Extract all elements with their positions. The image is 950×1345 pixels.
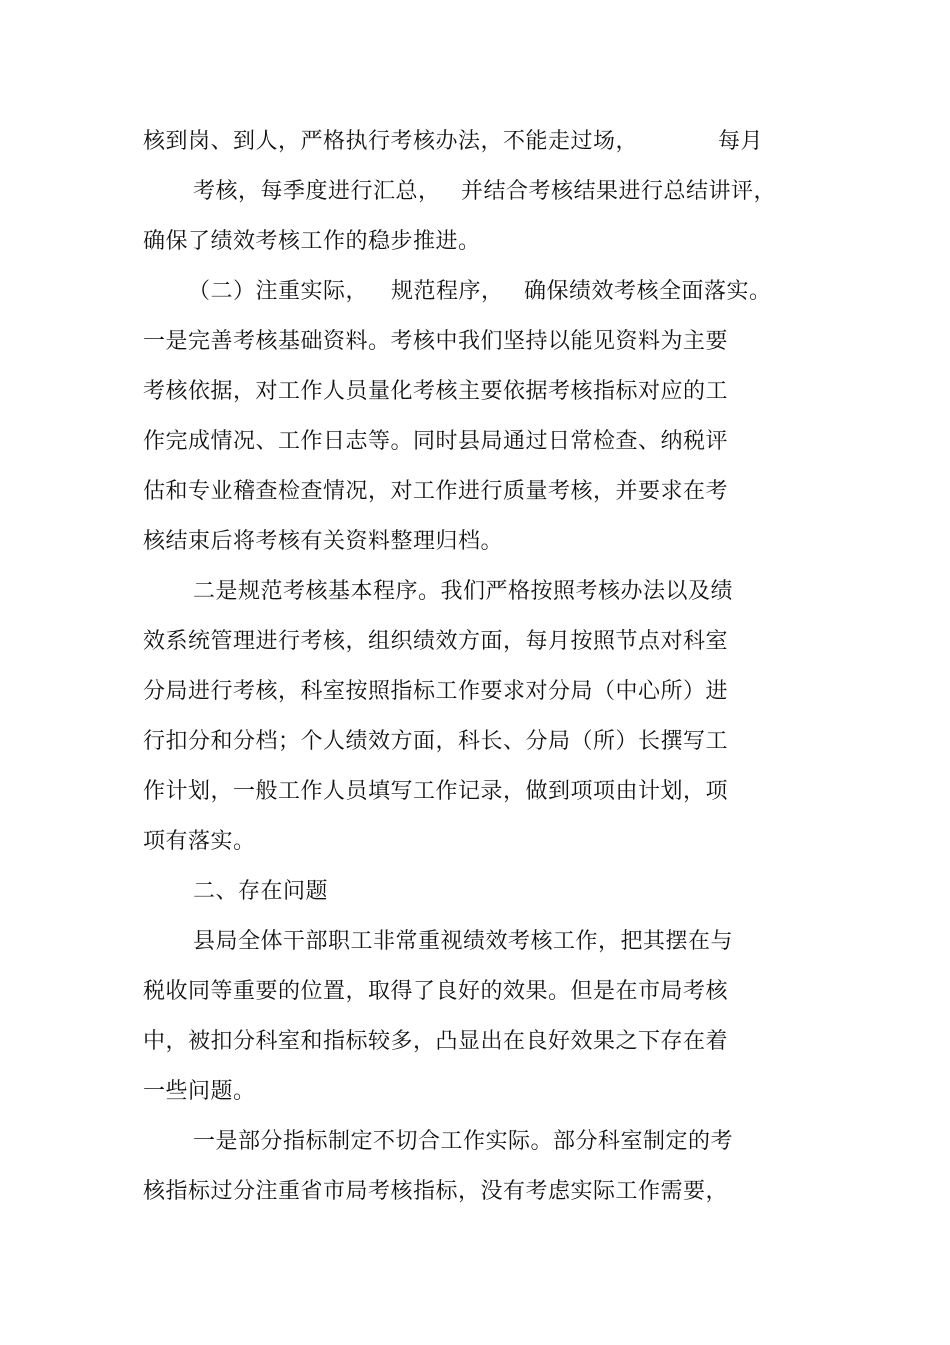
text-line: 确保了绩效考核工作的稳步推进。	[143, 229, 481, 254]
text-line: 税收同等重要的位置，取得了良好的效果。但是在市局考核	[143, 979, 729, 1004]
text-line: 考核，每季度进行汇总，	[193, 179, 441, 204]
text-line: 核指标过分注重省市局考核指标，没有考虑实际工作需要，	[143, 1179, 729, 1204]
text-line: 估和专业稽查检查情况，对工作进行质量考核，并要求在考	[143, 479, 729, 504]
text-line: 一是完善考核基础资料。考核中我们坚持以能见资料为主要	[143, 329, 729, 354]
section-heading: 规范程序，	[391, 279, 504, 304]
text-line: 核结束后将考核有关资料整理归档。	[143, 529, 504, 554]
text-line: 考核依据，对工作人员量化考核主要依据考核指标对应的工	[143, 379, 729, 404]
text-line: 作计划，一般工作人员填写工作记录，做到项项由计划，项	[143, 779, 729, 804]
section-heading: 二、存在问题	[193, 879, 329, 904]
text-line: 县局全体干部职工非常重视绩效考核工作，把其摆在与	[193, 929, 734, 954]
text-line: 项有落实。	[143, 829, 256, 854]
text-line: 效系统管理进行考核，组织绩效方面，每月按照节点对科室	[143, 629, 729, 654]
text-line: 核到岗、到人，严格执行考核办法，不能走过场，	[143, 129, 639, 154]
text-line: 分局进行考核，科室按照指标工作要求对分局（中心所）进	[143, 679, 729, 704]
text-line: 作完成情况、工作日志等。同时县局通过日常检查、纳税评	[143, 429, 729, 454]
text-line: 二是规范考核基本程序。我们严格按照考核办法以及绩	[193, 579, 734, 604]
text-line: 中，被扣分科室和指标较多，凸显出在良好效果之下存在着	[143, 1029, 729, 1054]
text-line: 一些问题。	[143, 1079, 256, 1104]
text-line: 并结合考核结果进行总结讲评，	[461, 179, 777, 204]
text-line: 行扣分和分档；个人绩效方面，科长、分局（所）长撰写工	[143, 729, 729, 754]
text-line: 一是部分指标制定不切合工作实际。部分科室制定的考	[193, 1129, 734, 1154]
section-heading: （二）注重实际，	[188, 279, 369, 304]
section-heading: 确保绩效考核全面落实。	[524, 279, 772, 304]
text-line: 每月	[718, 129, 764, 154]
